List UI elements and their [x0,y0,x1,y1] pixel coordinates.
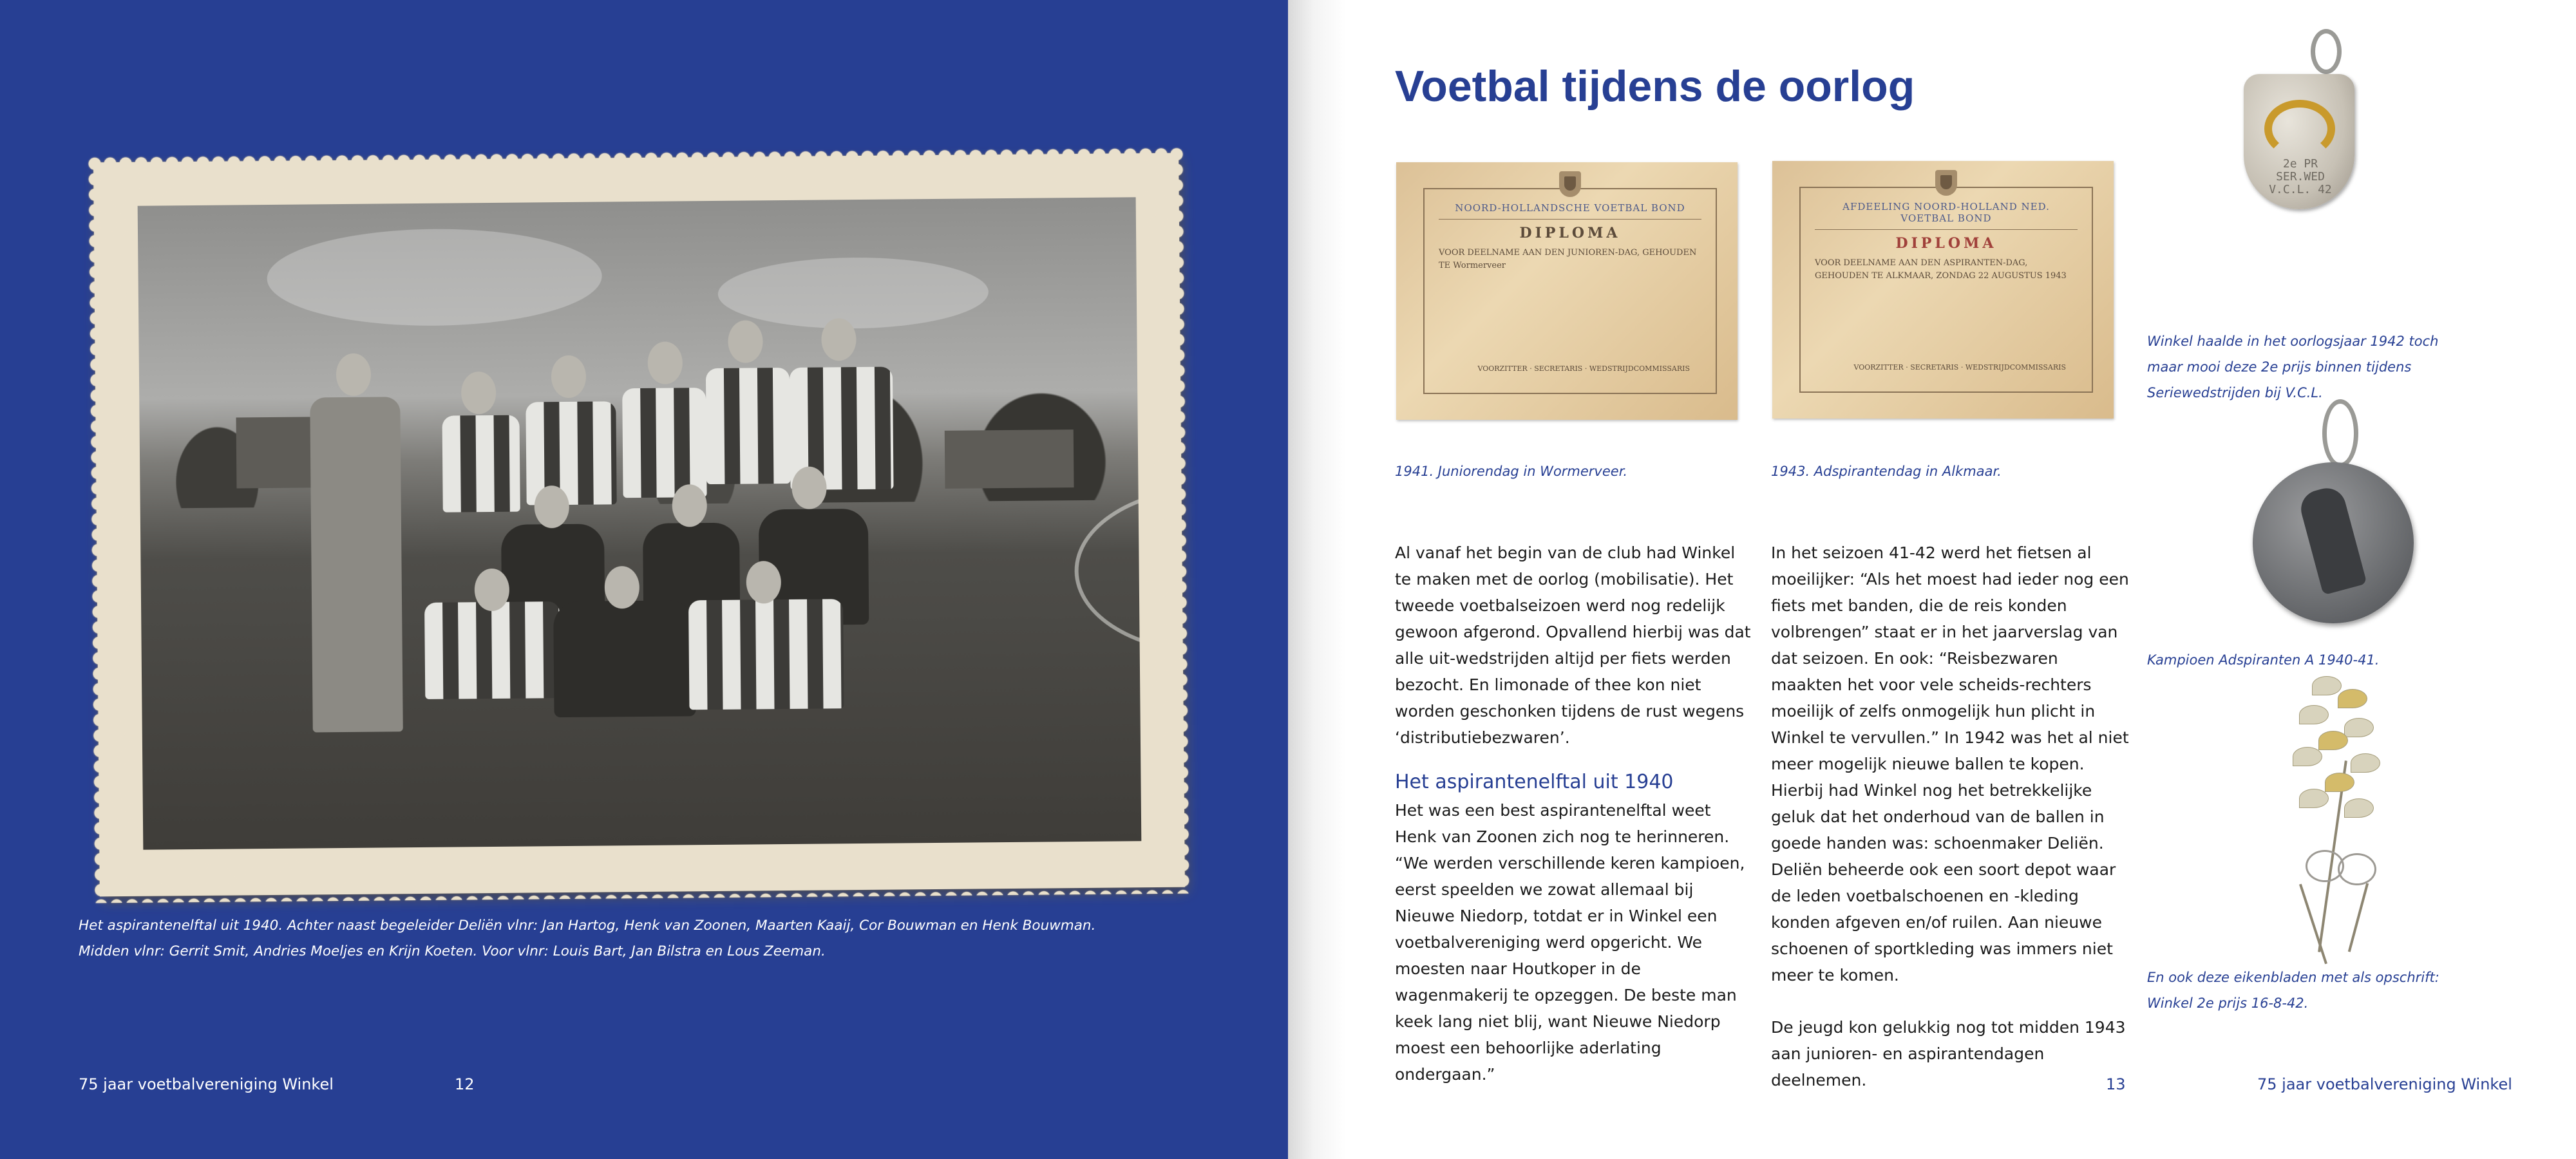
photo-player [622,388,706,498]
photo-head [746,561,781,603]
photo-player [442,415,520,513]
leaf-icon [2299,789,2329,808]
photo-person-coach [310,397,403,732]
photo-head [672,484,707,527]
wreath-icon [2264,100,2335,158]
medal-shield-caption: Winkel haalde in het oorlogsjaar 1942 toch maar mooi deze 2e prijs binnen tijdens Seriewedstrijden bij V.C.L. [2147,334,2439,400]
article-paragraph: Het was een best aspirantenelftal weet Henk van Zoonen zich nog te herinneren. “We werden verschillende keren kampioen, eerst speelden we zowat allemaal bij Nieuwe Niedorp, totdat er in Winkel een voetbalvereniging werd opgericht. We moesten naar Houtkoper in de wagenmakerij te opzeggen. De beste man keek lang niet blij, want Nieuwe Niedorp moest een behoorlijke aderlating ondergaan.” [1395,801,1745,1084]
crest-icon [1559,171,1581,197]
photo-head [605,566,640,608]
leaf-icon [2318,731,2348,750]
medal-ring-icon [2311,29,2342,74]
diploma-header: AFDEELING NOORD-HOLLAND NED. VOETBAL BOND [1842,201,2050,224]
oak-leaves-caption: En ook deze eikenbladen met als opschrift: Winkel 2e prijs 16-8-42. [2147,970,2439,1011]
medal-ring-icon [2322,399,2358,467]
diploma-text: VOOR DEELNAME AAN DEN JUNIOREN-DAG, GEHOUDEN TE Wormerveer [1439,248,1697,270]
leaf-icon [2338,689,2367,708]
diploma-border [1423,188,1717,394]
caption-line: Midden vlnr: Gerrit Smit, Andries Moeljes en Krijn Koeten. Voor vlnr: Louis Bart, Jan Bilstra en Lous Zeeman. [79,943,826,959]
photo-player [424,601,560,699]
photo-field-line [1074,485,1142,655]
photo-head [534,485,569,528]
photo-head [336,353,372,396]
diploma-1943-caption: 1943. Adspirantendag in Alkmaar. [1771,464,2002,479]
team-photo [138,197,1142,849]
ribbon-icon [2338,853,2376,885]
photo-player [706,368,791,484]
caption-line: Het aspirantenelftal uit 1940. Achter naast begeleider Deliën vlnr: Jan Hartog, Henk van Zoonen, Maarten Kaaij, Cor Bouwman en Henk Bouwman. [79,918,1096,934]
leaf-icon [2299,705,2329,724]
diploma-title: DIPLOMA [1895,235,1997,252]
medal-round-caption: Kampioen Adspiranten A 1940-41. [2147,652,2380,668]
crest-icon [1935,170,1957,196]
photo-head [648,341,683,384]
photo-head [551,355,587,398]
leaf-icon [2325,773,2354,792]
diploma-signatures: VOORZITTER · SECRETARIS · WEDSTRIJDCOMMISSARIS [1477,364,1690,373]
photo-player [688,599,844,710]
photo-head [728,320,763,363]
team-photo-frame [93,153,1185,897]
page-number: 13 [2106,1075,2126,1093]
footer-book-title: 75 jaar voetbalvereniging Winkel [2257,1075,2512,1093]
leaf-icon [2344,798,2374,818]
photo-cloud [267,227,602,327]
round-medal [2253,462,2414,623]
photo-player [553,600,696,717]
article-column-2 [1771,540,2132,1093]
diploma-border [1799,187,2093,393]
photo-head [791,466,827,509]
diploma-text: VOOR DEELNAME AAN DEN ASPIRANTEN-DAG, GEHOUDEN TE ALKMAAR, ZONDAG 22 AUGUSTUS 1943 [1815,258,2067,281]
footer-book-title: 75 jaar voetbalvereniging Winkel [79,1075,334,1093]
oak-leaves-trophy [2267,670,2402,966]
article-paragraph: In het seizoen 41-42 werd het fietsen al moeilijker: “Als het moest had ieder nog een fiets met banden, die de reis konden volbrengen” staat er in het jaarverslag van dat seizoen. En ook: “Reisbezwaren maakten het voor vele scheids-rechters moeilijk of zelfs onmogelijk hun plicht in Winkel te vervullen.” In 1942 was het al niet meer mogelijk nieuwe ballen te kopen. Hierbij had Winkel nog het betrekkelijke geluk dat het onderhoud van de ballen in goede handen was: schoenmaker Deliën. Deliën beheerde ook een soort depot waar de leden voetbalschoenen en -kleding konden afgeven en/of ruilen. Aan nieuwe schoenen of sportkleding was immers niet meer te komen. [1771,543,2129,985]
diploma-1941 [1396,162,1738,420]
team-photo-caption [79,913,1173,965]
paragraph-spacer [1771,988,2132,1014]
diploma-title: DIPLOMA [1519,225,1621,241]
leaf-icon [2293,747,2322,766]
photo-house [945,429,1074,489]
section-heading: Het aspirantenelftal uit 1940 [1395,771,1674,793]
photo-head [821,318,857,361]
stem [2348,883,2369,952]
photo-player [526,401,616,505]
photo-cloud [717,256,989,330]
shield-medal [2244,74,2354,209]
diploma-header: NOORD-HOLLANDSCHE VOETBAL BOND [1455,202,1685,214]
diploma-1941-caption: 1941. Juniorendag in Wormerveer. [1395,464,1628,479]
medal-engraving: 2e PR SER.WED V.C.L. 42 [2269,157,2332,196]
diploma-1943 [1772,161,2114,419]
photo-head [461,372,497,414]
page-number: 12 [455,1075,475,1093]
divider [1815,229,2078,230]
article-paragraph: Al vanaf het begin van de club had Winkel te maken met de oorlog (mobilisatie). Het tweede voetbalseizoen werd nog redelijk gewoon afgerond. Opvallend hierbij was dat alle uit-wedstrijden altijd per fiets werden bezocht. En limonade of thee kon niet worden geschonken tijdens de rust wegens ‘distributiebezwaren’. [1395,543,1751,747]
divider [1439,219,1701,220]
diploma-signatures: VOORZITTER · SECRETARIS · WEDSTRIJDCOMMISSARIS [1853,363,2066,372]
page-title: Voetbal tijdens de oorlog [1395,62,1915,111]
article-column-1 [1395,540,1756,1088]
football-player-icon [2297,484,2367,596]
leaf-icon [2312,676,2342,695]
photo-head [475,569,510,611]
article-paragraph: De jeugd kon gelukkig nog tot midden 1943 aan junioren- en aspirantendagen deelnemen. [1771,1018,2126,1089]
leaf-icon [2351,753,2380,773]
leaf-icon [2344,718,2374,737]
